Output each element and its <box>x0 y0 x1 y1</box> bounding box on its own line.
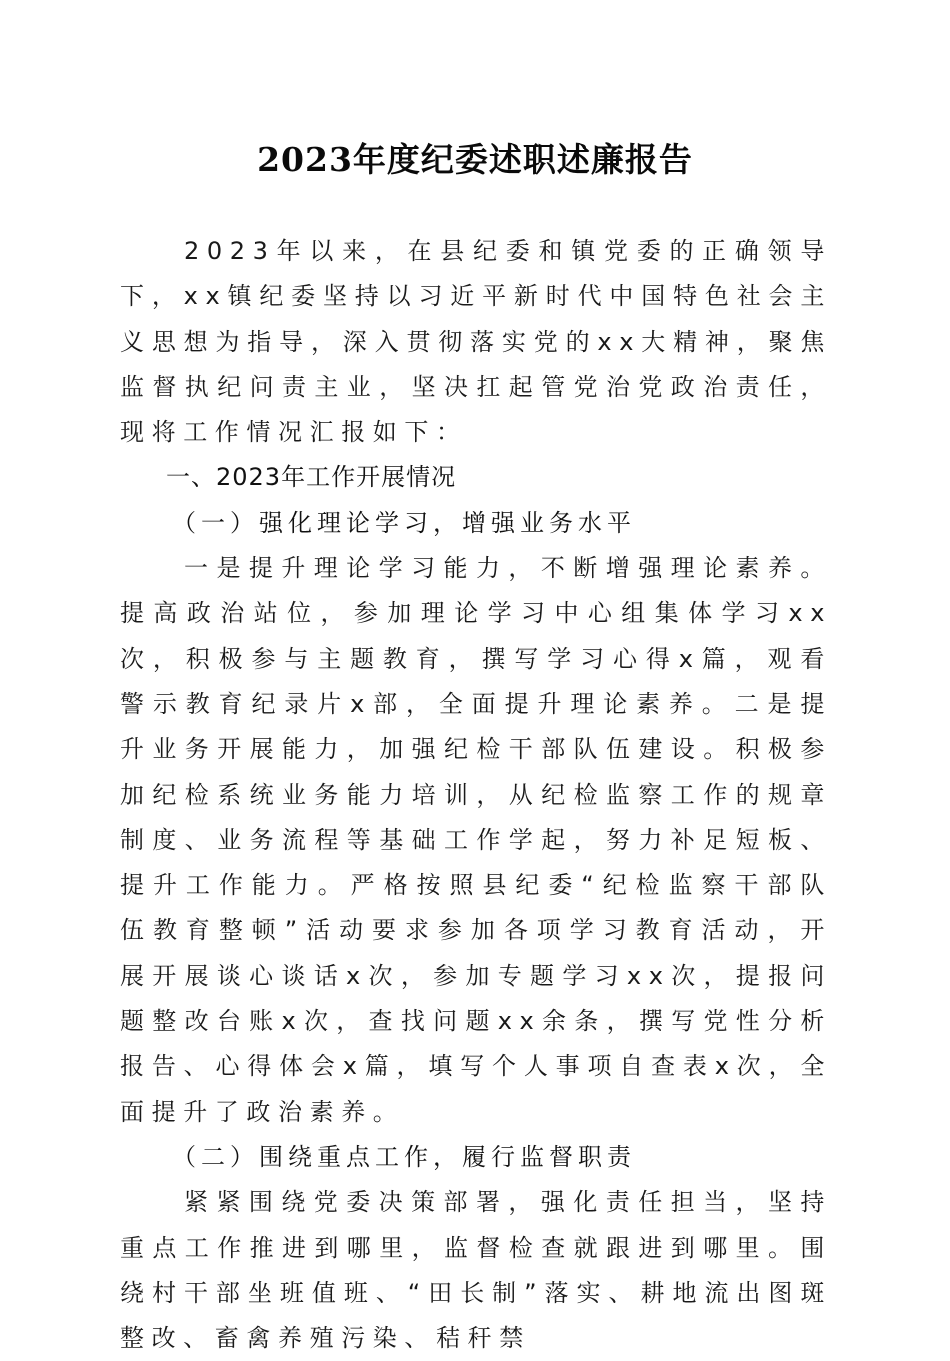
subsection-heading-1: （一）强化理论学习，增强业务水平 <box>172 508 636 537</box>
subsection-heading-2: （二）围绕重点工作，履行监督职责 <box>172 1142 636 1171</box>
document-title: 2023年度纪委述职述廉报告 <box>257 140 693 179</box>
subsection-1-lead-sentence: 一是提升理论学习能力，不断增强理论素养。 <box>184 554 832 583</box>
intro-paragraph: 2023年以来，在县纪委和镇党委的正确领导下，xx镇纪委坚持以习近平新时代中国特色社会主义思想为指导，深入贯彻落实党的xx大精神，聚焦监督执纪问责主业，坚决扛起管党治党政治责任，现将工作情况汇报如下： <box>120 237 832 447</box>
section-heading-1: 一、2023年工作开展情况 <box>166 463 457 492</box>
subsection-1-body: 提高政治站位，参加理论学习中心组集体学习xx次，积极参与主题教育，撰写学习心得x篇，观看警示教育纪录片x部，全面提升理论素养。二是提升业务开展能力，加强纪检干部队伍建设。积极参加纪检系统业务能力培训，从纪检监察工作的规章制度、业务流程等基础工作学起，努力补足短板、提升工作能力。严格按照县纪委“纪检监察干部队伍教育整顿”活动要求参加各项学习教育活动，开展开展谈心谈话x次，参加专题学习xx次，提报问题整改台账x次，查找问题xx余条，撰写党性分析报告、心得体会x篇，填写个人事项自查表x次，全面提升了政治素养。 <box>120 599 832 1126</box>
subsection-1-paragraph <box>120 546 832 1135</box>
subsection-2-paragraph: 紧紧围绕党委决策部署，强化责任担当，坚持重点工作推进到哪里，监督检查就跟进到哪里。围绕村干部坐班值班、“田长制”落实、耕地流出图斑整改、畜禽养殖污染、秸秆禁 <box>120 1188 832 1353</box>
document-body <box>120 229 832 1361</box>
